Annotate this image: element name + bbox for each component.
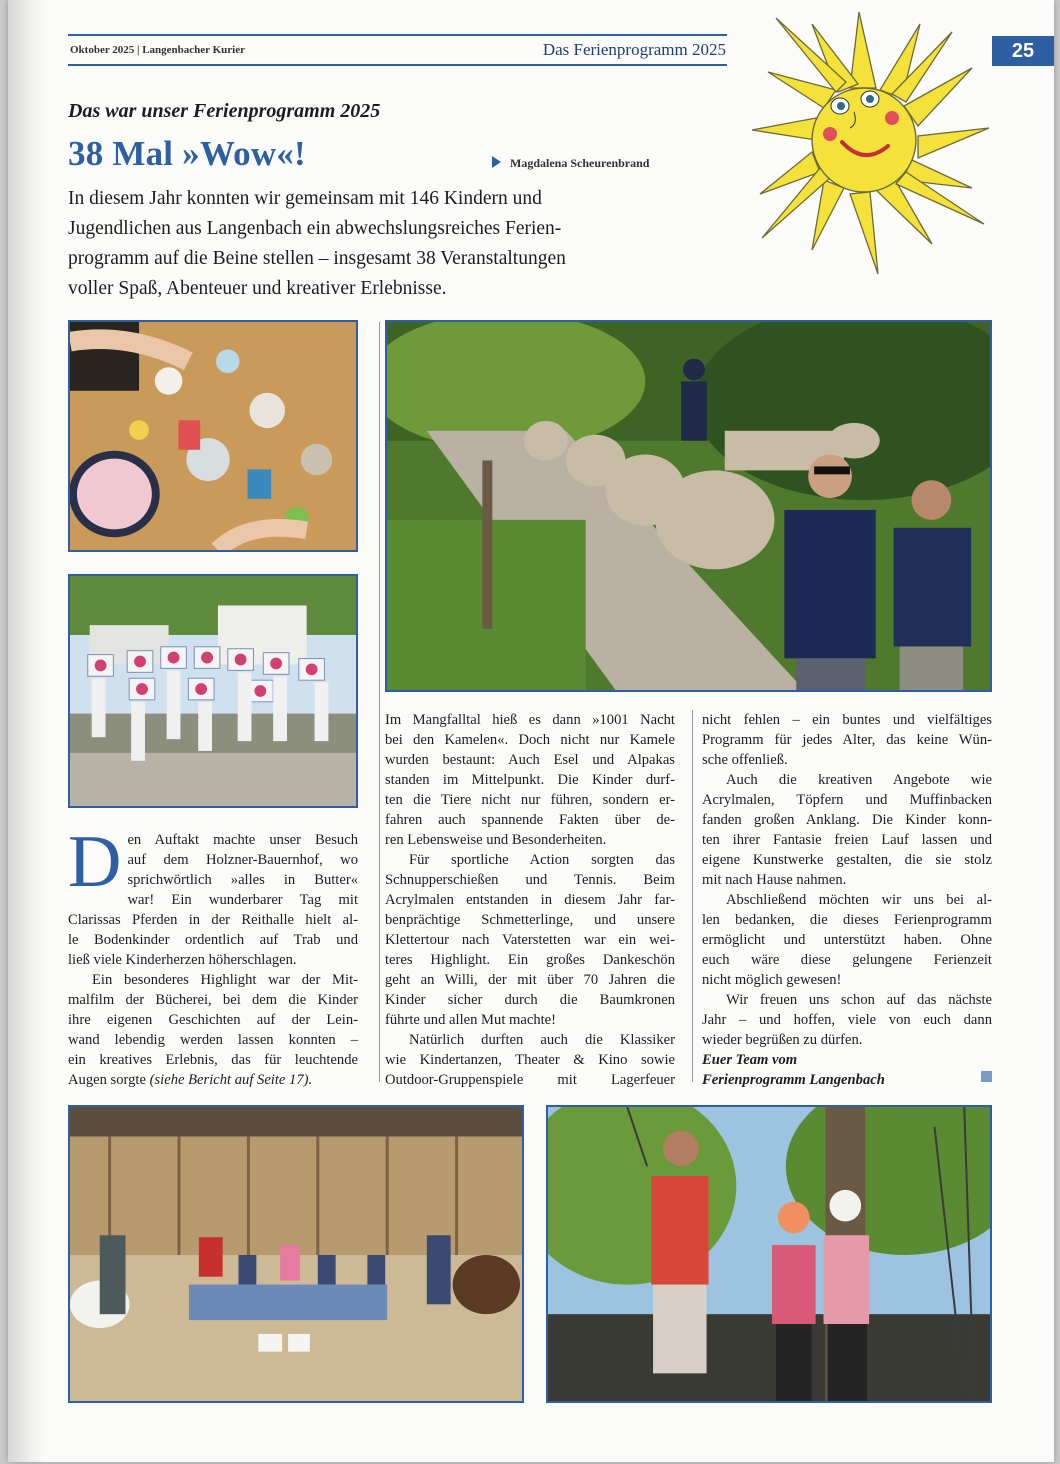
text-line: fahren auch spannende Fakten über de-: [385, 812, 675, 828]
end-of-article-square-icon: [981, 1071, 992, 1082]
text-line: eigene Kunstwerke gestalten, die sie stolz: [702, 852, 992, 868]
header-rule-bottom: [68, 64, 727, 66]
article-author: [492, 156, 649, 171]
header-section-title: Das Ferienprogramm 2025: [542, 40, 726, 59]
text-line: Für sportliche Action sorgten das: [409, 852, 675, 868]
page-number: 25: [992, 36, 1054, 66]
text-line: nicht möglich gewesen!: [702, 972, 842, 988]
text-line: wie Kindertanzen, Theater & Kino sowie: [385, 1052, 675, 1068]
header-rule-top: [68, 34, 727, 36]
text-line: ren Lebensweise und Besonderheiten.: [385, 832, 607, 848]
photo-climbing-tour: [546, 1105, 992, 1403]
lead-line: Jugendlichen aus Langenbach ein abwechslungsreiches Ferien-: [68, 218, 562, 239]
text-fragment: Augen sorgte: [68, 1072, 146, 1088]
text-line: Outdoor-Gruppenspiele mit Lagerfeuer: [385, 1072, 675, 1088]
text-line: ermöglicht und unterstützt haben. Ohne: [702, 932, 992, 948]
text-line: Schnupperschießen und Tennis. Beim: [385, 872, 675, 888]
text-line: war! Ein wunderbarer Tag mit: [127, 892, 358, 908]
text-line: sche offenließ.: [702, 752, 788, 768]
text-line: wieder begrüßen zu dürfen.: [702, 1032, 863, 1048]
text-line: Im Mangfalltal hieß es dann »1001 Nacht: [385, 712, 675, 728]
text-line: sprichwörtlich »alles in Butter«: [127, 872, 358, 888]
text-line: ten die Tiere nicht nur führen, sondern er-: [385, 792, 675, 808]
text-line: auf dem Holzner-Bauernhof, wo: [127, 852, 358, 868]
article-column-3: [702, 710, 992, 1090]
text-line: malfilm der Bücherei, bei dem die Kinder: [68, 992, 358, 1008]
text-line-last: [68, 1070, 358, 1090]
text-line: fanden großen Anklang. Die Kinder konn-: [702, 812, 992, 828]
text-line: mit nach Hause nahmen.: [702, 872, 847, 888]
text-line: Acrylmalen entstanden in diesem Jahr far-: [385, 892, 675, 908]
sun-drawing-illustration: [746, 2, 996, 284]
text-line: ten ihrer Fantasie freien Lauf lassen und: [702, 832, 992, 848]
signature-line: Euer Team vom: [702, 1052, 798, 1068]
text-line: wurden bestaunt: Auch Esel und Alpakas: [385, 752, 675, 768]
text-line: len bedanken, die dieses Ferienprogramm: [702, 912, 992, 928]
column-rule: [692, 710, 693, 1082]
signature-line: Ferienprogramm Langenbach: [702, 1072, 885, 1088]
text-line: Acrylmalen, Töpfern und Muffinbacken: [702, 792, 992, 808]
text-line: en Auftakt machte unser Besuch: [127, 832, 358, 848]
article-kicker: Das war unser Ferienprogramm 2025: [68, 100, 381, 122]
text-line: Natürlich durften auch die Klassiker: [409, 1032, 675, 1048]
text-line: euch wäre diese gelungene Ferienzeit: [702, 952, 992, 968]
lead-line: In diesem Jahr konnten wir gemeinsam mit 146 Kindern und: [68, 188, 542, 209]
text-line: teres Highlight. Ein großes Dankeschön: [385, 952, 675, 968]
text-line: wand lebendig werden lassen konnten –: [68, 1032, 358, 1048]
text-line: ein kreatives Erlebnis, das für leuchtende: [68, 1052, 358, 1068]
article-lead: [68, 184, 658, 304]
page-reference: (siehe Bericht auf Seite 17).: [149, 1072, 313, 1088]
text-line: führte und allen Mut machte!: [385, 1012, 557, 1028]
photo-butterfly-paintings-group: [68, 574, 358, 808]
lead-line: voller Spaß, Abenteuer und kreativer Erlebnisse.: [68, 278, 447, 299]
text-line: le Bodenkinder ordentlich auf Trab und: [68, 932, 358, 948]
text-line: Wir freuen uns schon auf das nächste: [726, 992, 992, 1008]
text-line: ließ viele Kinderherzen höherschlagen.: [68, 952, 297, 968]
text-line: Jahr – und hoffen, viele von euch dann: [702, 1012, 992, 1028]
text-line: Clarissas Pferden in der Reithalle hielt al-: [68, 912, 358, 928]
text-line: standen im Mittelpunkt. Die Kinder durf-: [385, 772, 675, 788]
text-line: bei den Kamelen«. Doch nicht nur Kamele: [385, 732, 675, 748]
text-line: nicht fehlen – ein buntes und vielfältiges: [702, 712, 992, 728]
header-issue: Oktober 2025 | Langenbacher Kurier: [70, 44, 245, 56]
column-rule: [379, 322, 380, 1082]
article-headline: 38 Mal »Wow«!: [68, 134, 306, 173]
drop-cap: D: [68, 821, 122, 903]
article-column-2: [385, 710, 675, 1090]
play-triangle-icon: [492, 156, 501, 168]
lead-line: programm auf die Beine stellen – insgesamt 38 Veranstaltungen: [68, 248, 566, 269]
text-line: geht an Willi, der mit über 70 Jahren die: [385, 972, 675, 988]
text-line: Programm für jedes Alter, das keine Wün-: [702, 732, 992, 748]
photo-camel-tour: [385, 320, 992, 692]
text-line: ihre eigenen Geschichten auf der Lein-: [68, 1012, 358, 1028]
photo-riding-hall-group: [68, 1105, 524, 1403]
article-column-1: [68, 821, 358, 1090]
text-line: Auch die kreativen Angebote wie: [726, 772, 992, 788]
text-line: Abschließend möchten wir uns bei al-: [726, 892, 992, 908]
text-line: benprächtige Schmetterlinge, und unsere: [385, 912, 675, 928]
text-line: Klettertour nach Vaterstetten war ein wei-: [385, 932, 675, 948]
page-spine-shadow: [8, 0, 46, 1462]
magazine-page: [8, 0, 1054, 1462]
text-line: Kinder sicher durch die Baumkronen: [385, 992, 675, 1008]
author-name: Magdalena Scheurenbrand: [510, 156, 650, 170]
text-line: Ein besonderes Highlight war der Mit-: [92, 972, 358, 988]
photo-craft-table: [68, 320, 358, 552]
